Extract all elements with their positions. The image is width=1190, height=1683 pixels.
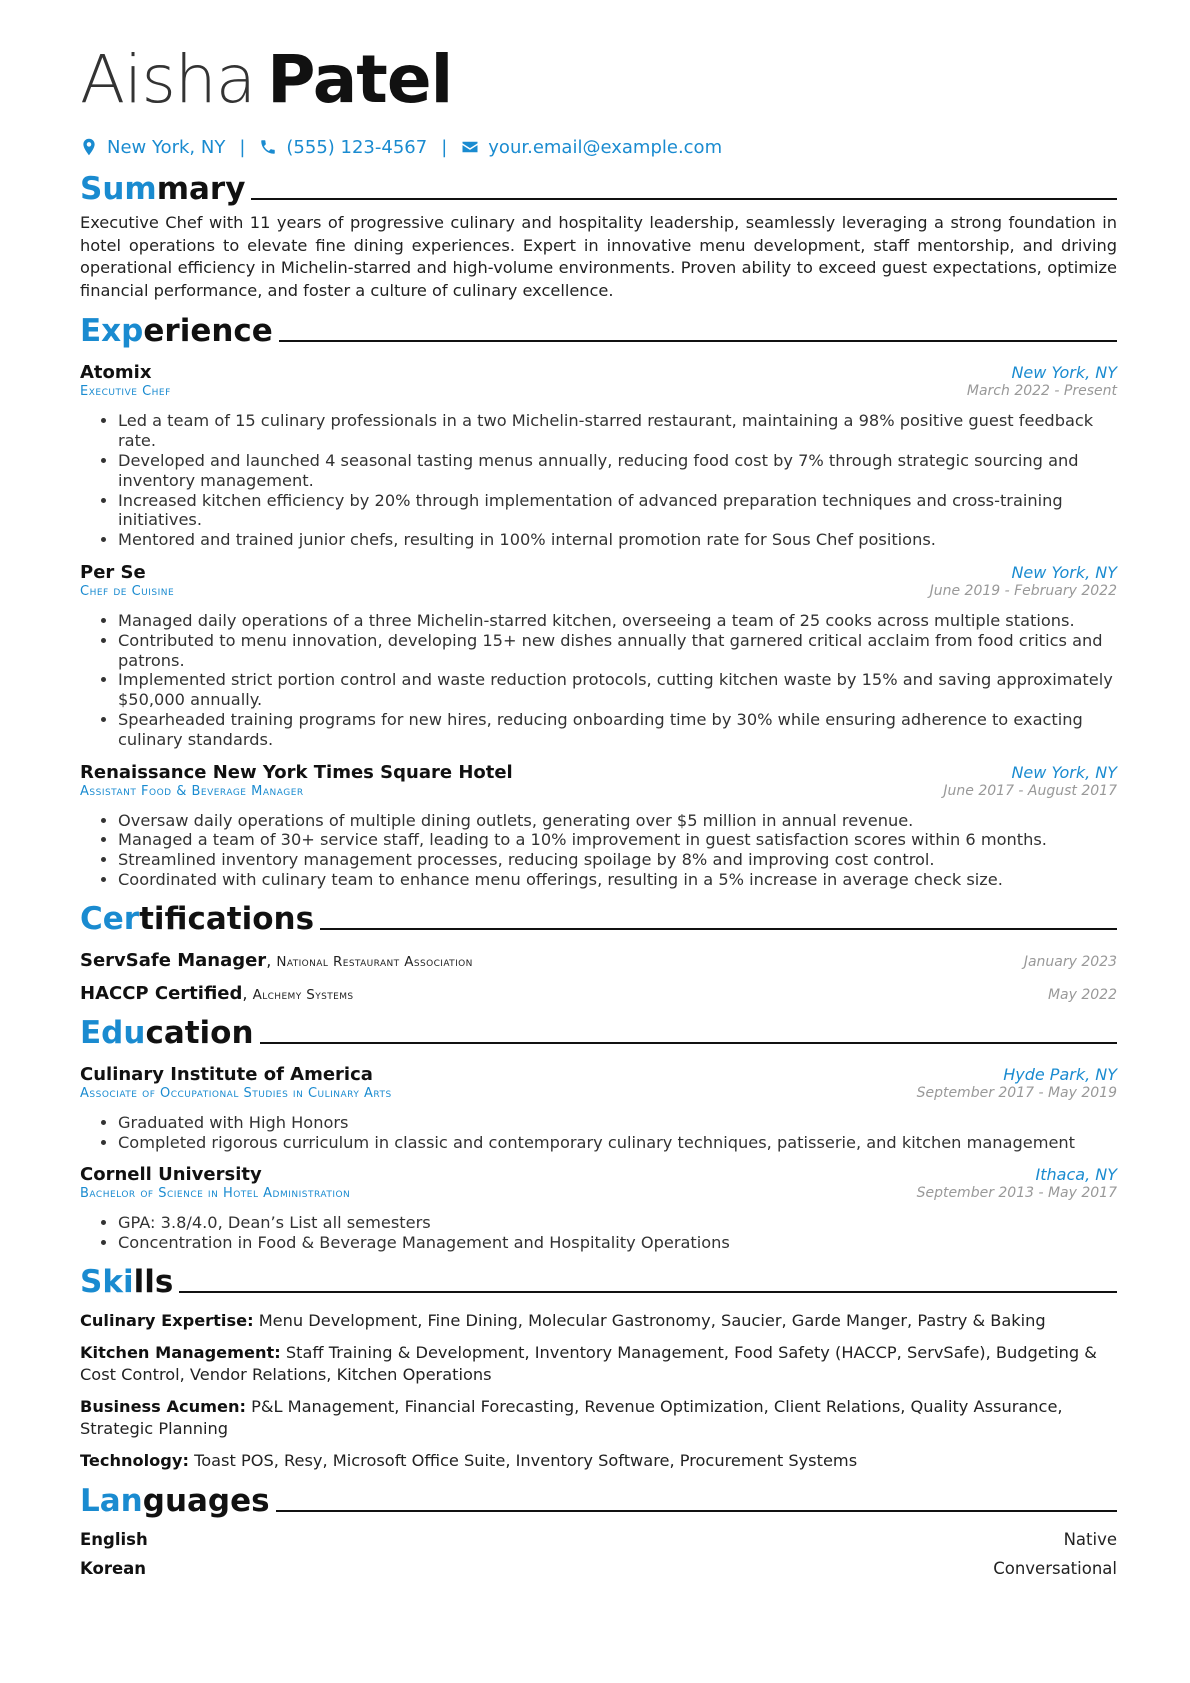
skill-label: Kitchen Management: [80,1342,281,1362]
school-location: Hyde Park, NY [1003,1064,1117,1084]
skill-group [80,1396,1117,1441]
education-entry [80,1164,1117,1253]
section-divider [251,198,1117,200]
degree-name: Associate of Occupational Studies in Culinary Arts [80,1085,392,1101]
skill-values: Toast POS, Resy, Microsoft Office Suite, Inventory Software, Procurement Systems [188,1450,858,1470]
experience-entry [80,762,1117,890]
certification-date: May 2022 [1047,986,1117,1003]
section-divider [320,928,1117,930]
employer-name: Per Se [80,561,146,583]
skill-label: Technology: [80,1450,189,1470]
skill-values: P&L Management, Financial Forecasting, Revenue Optimization, Client Relations, Quality Assurance, Strategic Planning [80,1396,1063,1439]
contact-separator: | [239,136,246,158]
list-item: • Completed rigorous curriculum in classic and contemporary culinary techniques, patisserie, and kitchen management [118,1133,1117,1153]
job-location: New York, NY [1011,562,1117,582]
school-location: Ithaca, NY [1035,1165,1117,1185]
section-divider [276,1510,1117,1512]
section-title: Education [80,1014,254,1051]
education-bullets [80,1213,1117,1253]
email-link[interactable]: your.email@example.com [488,136,723,158]
school-name: Cornell University [80,1164,262,1186]
skill-values: Menu Development, Fine Dining, Molecular Gastronomy, Saucier, Garde Manger, Pastry & Baking [253,1310,1046,1330]
list-item: • GPA: 3.8/4.0, Dean’s List all semesters [118,1213,1117,1233]
section-title: Summary [80,171,246,207]
list-item: • Streamlined inventory management processes, reducing spoilage by 8% and improving cost control. [118,850,1117,870]
language-name: English [80,1530,148,1550]
phone-icon [259,138,277,156]
languages-section [80,1478,1117,1578]
language-level: Native [1063,1530,1117,1550]
contact-location [80,137,225,158]
language-name: Korean [80,1559,147,1579]
skill-label: Business Acumen: [80,1396,246,1416]
certification-name: ServSafe Manager [80,949,267,971]
job-location: New York, NY [1011,762,1117,782]
list-item: • Coordinated with culinary team to enhance menu offerings, resulting in a 5% increase in average check size. [118,870,1117,890]
section-title: Experience [80,313,273,350]
job-bullets [80,811,1117,890]
skill-values: Staff Training & Development, Inventory Management, Food Safety (HACCP, ServSafe), Budgeting & Cost Control, Vendor Relations, Kitchen Operations [80,1342,1097,1385]
job-dates: June 2017 - August 2017 [943,782,1117,799]
skill-label: Culinary Expertise: [80,1310,254,1330]
list-item: • Managed a team of 30+ service staff, leading to a 10% improvement in guest satisfaction scores within 6 months. [118,830,1117,850]
section-header [80,1010,1117,1052]
certifications-section [80,896,1117,1004]
section-divider [279,340,1117,342]
section-header [80,896,1117,938]
contact-phone[interactable] [259,137,427,158]
list-item: • Developed and launched 4 seasonal tasting menus annually, reducing food cost by 7% through strategic sourcing and inventory management. [118,451,1117,491]
education-dates: September 2013 - May 2017 [916,1185,1117,1202]
section-header [80,1259,1117,1301]
employer-name: Renaissance New York Times Square Hotel [80,761,513,783]
contact-email[interactable] [461,137,722,158]
employer-name: Atomix [80,362,152,384]
list-item: • Contributed to menu innovation, developing 15+ new dishes annually that garnered critical acclaim from food critics and patrons. [118,631,1117,671]
job-title: Chef de Cuisine [80,583,175,599]
experience-entry [80,362,1117,550]
language-level: Conversational [993,1559,1117,1579]
list-item: • Mentored and trained junior chefs, resulting in 100% internal promotion rate for Sous Chef positions. [118,530,1117,550]
phone-text[interactable]: (555) 123-4567 [286,136,428,158]
summary-section [80,166,1117,302]
last-name: Patel [267,41,453,118]
candidate-name [80,40,1117,120]
education-bullets [80,1113,1117,1153]
section-title: Certifications [80,900,315,937]
list-item: • Concentration in Food & Beverage Management and Hospitality Operations [118,1233,1117,1253]
certification-item: HACCP Certified, Alchemy Systems May 2022 [80,982,1117,1004]
section-header [80,308,1117,350]
job-dates: June 2019 - February 2022 [929,582,1117,599]
list-item: • Spearheaded training programs for new hires, reducing onboarding time by 30% while ensuring adherence to exacting culinary standards. [118,710,1117,750]
skill-group [80,1450,1117,1473]
list-item: • Increased kitchen efficiency by 20% through implementation of advanced preparation techniques and cross-training initiatives. [118,491,1117,531]
certification-item: ServSafe Manager, National Restaurant Association January 2023 [80,949,1117,971]
job-title: Executive Chef [80,384,171,400]
education-entry [80,1064,1117,1153]
contact-bar [80,134,1117,160]
skills-section [80,1259,1117,1473]
certification-issuer: National Restaurant Association [276,953,473,970]
section-header [80,1478,1117,1520]
section-header [80,166,1117,208]
job-title: Assistant Food & Beverage Manager [80,783,304,799]
envelope-icon [461,138,479,156]
summary-text: Executive Chef with 11 years of progressive culinary and hospitality leadership, seamlessly leveraging a strong foundation in hotel operations to elevate fine dining experiences. Expert in innovative menu development, staff mentorship, and driving operational efficiency in Michelin-starred and high-volume environments. Proven ability to exceed guest expectations, optimize financial performance, and foster a culture of culinary excellence. [80,213,1117,300]
school-name: Culinary Institute of America [80,1063,373,1085]
skill-group [80,1310,1117,1333]
list-item: • Implemented strict portion control and waste reduction protocols, cutting kitchen waste by 15% and saving approximately $50,000 annually. [118,670,1117,710]
section-title: Languages [80,1483,270,1520]
section-divider [179,1291,1117,1293]
certification-name: HACCP Certified [80,982,243,1004]
job-location: New York, NY [1011,363,1117,383]
certification-issuer: Alchemy Systems [252,986,354,1003]
experience-entry [80,562,1117,750]
list-item: • Led a team of 15 culinary professionals in a two Michelin-starred restaurant, maintaining a 98% positive guest feedback rate. [118,411,1117,451]
section-divider [260,1042,1117,1044]
location-text: New York, NY [107,136,226,158]
job-dates: March 2022 - Present [966,383,1117,400]
job-bullets [80,411,1117,550]
first-name: Aisha [80,41,256,118]
map-pin-icon [80,138,98,156]
degree-name: Bachelor of Science in Hotel Administration [80,1186,351,1202]
skill-group [80,1342,1117,1387]
list-item: • Managed daily operations of a three Michelin-starred kitchen, overseeing a team of 25 cooks across multiple stations. [118,611,1117,631]
job-bullets [80,611,1117,750]
list-item: • Oversaw daily operations of multiple dining outlets, generating over $5 million in annual revenue. [118,811,1117,831]
list-item: • Graduated with High Honors [118,1113,1117,1133]
education-section [80,1010,1117,1253]
resume-content [80,40,1117,1578]
section-title: Skills [80,1263,174,1300]
certification-date: January 2023 [1023,953,1117,970]
education-dates: September 2017 - May 2019 [916,1084,1117,1101]
experience-section [80,308,1117,889]
language-item [80,1559,1117,1578]
language-item [80,1530,1117,1549]
contact-separator: | [441,136,448,158]
